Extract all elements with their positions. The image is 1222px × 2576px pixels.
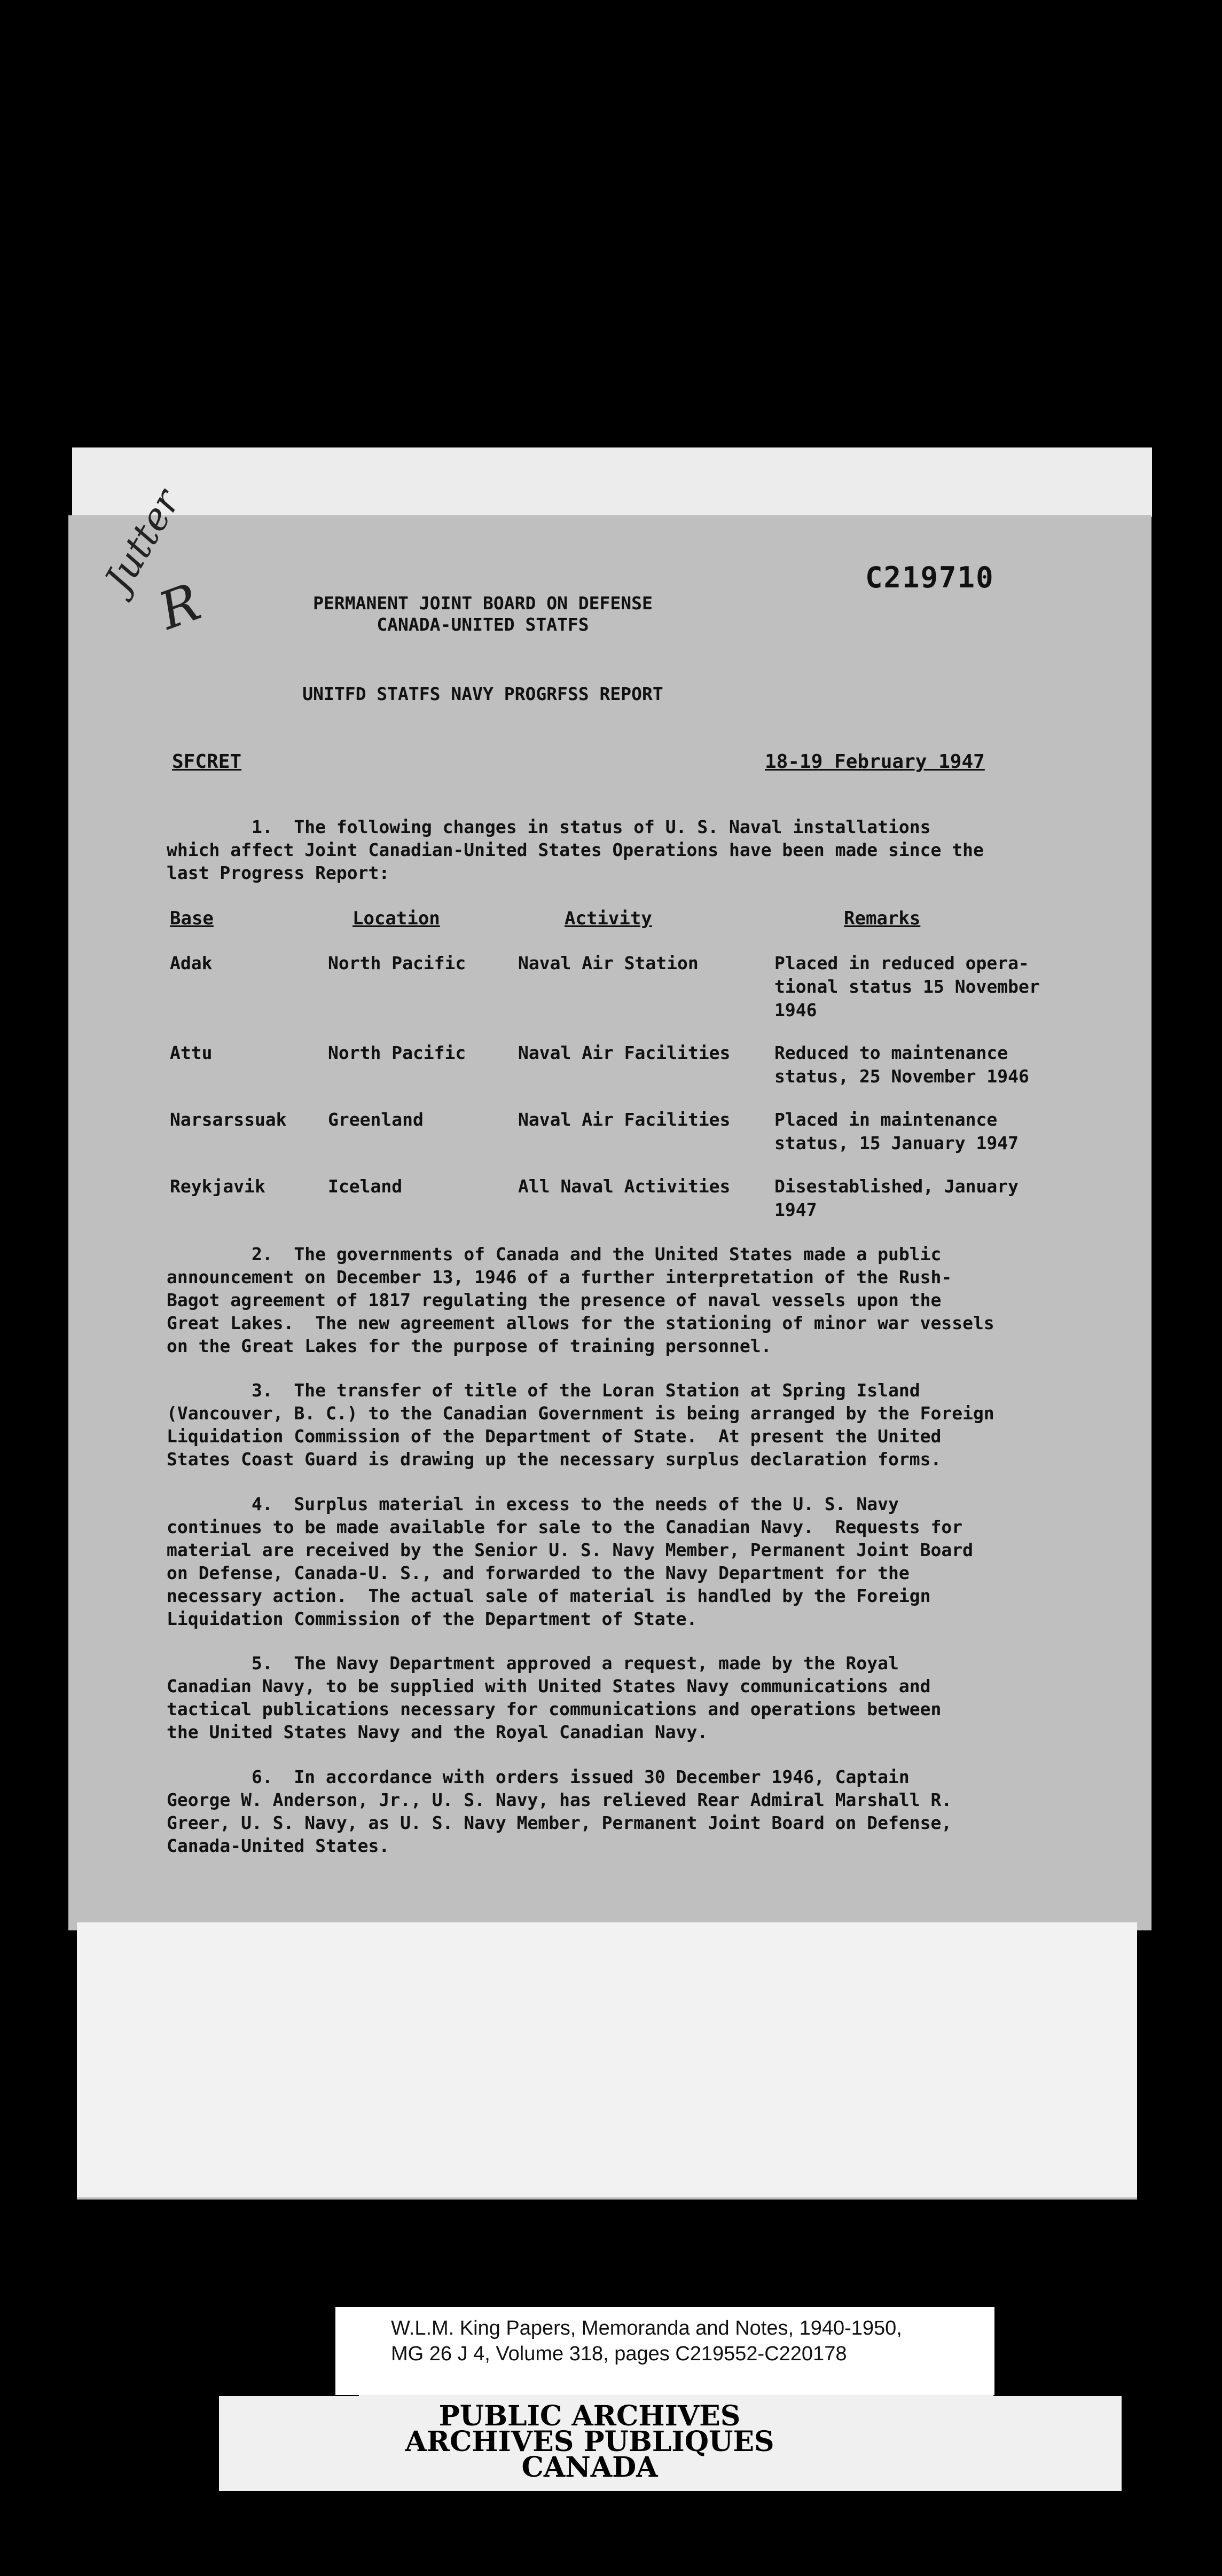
- table-cell: All Naval Activities: [518, 1176, 731, 1197]
- archive-stamp-line: ARCHIVES PUBLIQUES: [405, 2425, 774, 2458]
- table-header-base: Base: [170, 908, 214, 929]
- paragraph-3: 3. The transfer of title of the Loran Station at Spring Island (Vancouver, B. C.) to the Canadian Government is being arranged by the Foreign Liquidation Commission of the Department of State. At present the United States Coast Guard is drawing up the necessary surplus declaration forms.: [167, 1380, 994, 1470]
- archive-stamp-line: CANADA: [521, 2451, 658, 2484]
- table-cell: North Pacific: [328, 1042, 466, 1063]
- table-header-activity: Activity: [565, 908, 652, 929]
- table-header-remarks: Remarks: [844, 908, 921, 929]
- classification-marking: SFCRET: [172, 751, 242, 773]
- paragraph-2: 2. The governments of Canada and the United States made a public announcement on December 13, 1946 of a further interpretation of the Rush- Bagot agreement of 1817 regulating the presence of naval vessels upon the Great Lakes. The new agreement allows for the stationing of minor war vessels on the Great Lakes for the purpose of training personnel.: [167, 1244, 994, 1356]
- table-cell: Greenland: [328, 1109, 424, 1130]
- table-cell: Iceland: [328, 1176, 403, 1197]
- table-cell: Reduced to maintenance status, 25 November 1946: [774, 1042, 1029, 1087]
- report-title: UNITFD STATFS NAVY PROGRFSS REPORT: [302, 684, 663, 704]
- paragraph-1: 1. The following changes in status of U. S. Naval installations which affect Joint Canadian-United States Operations have been made since the last Progress Report:: [167, 816, 984, 883]
- archive-stamp-line: PUBLIC ARCHIVES: [438, 2400, 741, 2432]
- table-cell: Naval Air Station: [518, 953, 699, 973]
- archive-reference-label: [335, 2307, 994, 2395]
- table-cell: Disestablished, January 1947: [774, 1176, 1019, 1220]
- table-cell: Narsarssuak: [170, 1109, 287, 1130]
- archive-reference-line: W.L.M. King Papers, Memoranda and Notes, 1940-1950,: [391, 2317, 902, 2339]
- paragraph-4: 4. Surplus material in excess to the needs of the U. S. Navy continues to be made available for sale to the Canadian Navy. Requests for material are received by the Senior U. S. Navy Member, Permanent Joint Board on Defense, Canada-U. S., and forwarded to the Navy Department for the necessary action. The actual sale of material is handled by the Foreign Liquidation Commission of the Department of State.: [167, 1494, 973, 1629]
- table-cell: Naval Air Facilities: [518, 1042, 731, 1063]
- table-cell: Adak: [170, 953, 213, 973]
- table-cell: North Pacific: [328, 953, 466, 973]
- report-date: 18-19 February 1947: [765, 751, 985, 773]
- handwritten-note: Jutter: [96, 482, 189, 599]
- handwritten-initial: R: [151, 572, 208, 641]
- paragraph-6: 6. In accordance with orders issued 30 December 1946, Captain George W. Anderson, Jr., U. S. Navy, has relieved Rear Admiral Marshall R. Greer, U. S. Navy, as U. S. Navy Member, Permanent Joint Board on Defense, Canada-United States.: [167, 1766, 952, 1856]
- table-cell: Naval Air Facilities: [518, 1109, 731, 1130]
- paragraph-5: 5. The Navy Department approved a request, made by the Royal Canadian Navy, to be supplied with United States Navy communications and tactical publications necessary for communications and operations between the United States Navy and the Royal Canadian Navy.: [167, 1653, 942, 1742]
- table-cell: Placed in maintenance status, 15 January 1947: [774, 1109, 1019, 1153]
- table-header-location: Location: [352, 908, 440, 929]
- document-stamp-number: C219710: [865, 561, 994, 594]
- archive-card-notch: [993, 2331, 1122, 2396]
- table-cell: Reykjavik: [170, 1176, 265, 1197]
- archive-reference-line: MG 26 J 4, Volume 318, pages C219552-C220178: [391, 2343, 847, 2365]
- header-board-name: PERMANENT JOINT BOARD ON DEFENSE: [313, 593, 653, 614]
- table-cell: Attu: [170, 1042, 213, 1063]
- header-countries: CANADA-UNITED STATFS: [377, 614, 589, 635]
- table-cell: Placed in reduced opera- tional status 15 November 1946: [774, 953, 1040, 1020]
